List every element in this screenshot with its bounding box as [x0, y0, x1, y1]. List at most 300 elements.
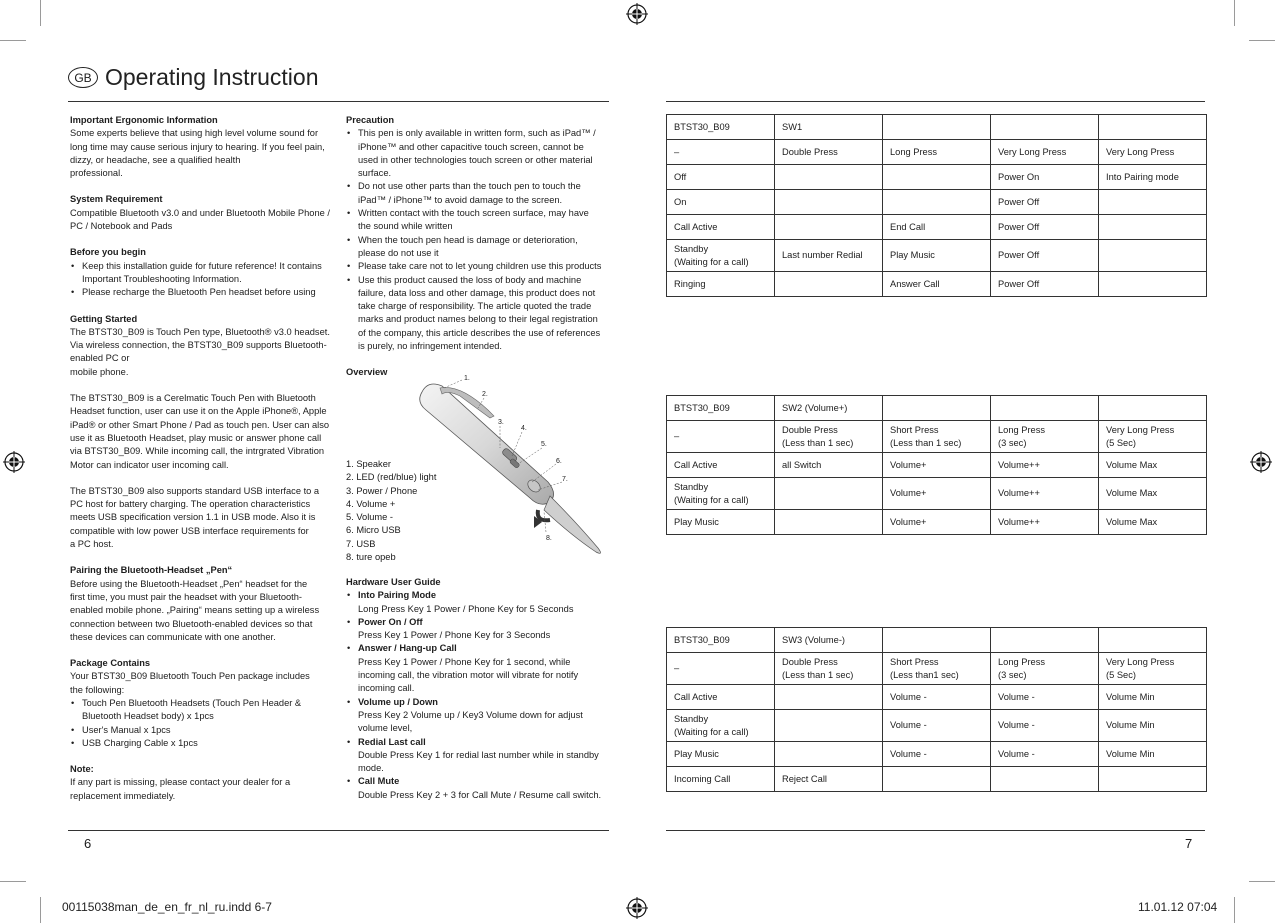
guide-item-title: Redial Last call: [358, 736, 426, 747]
cell-line: Power Off: [998, 221, 1040, 232]
registration-mark-icon: [626, 897, 648, 919]
list-line: When the touch pen head is damage or deterioration,: [358, 234, 578, 245]
cell-line: Power Off: [998, 278, 1040, 289]
bullet-list: [346, 589, 611, 802]
body-line: Motor can indicator user incoming call.: [70, 459, 229, 470]
table-cell: [667, 165, 775, 190]
cell-line: Off: [674, 171, 687, 182]
table-cell: [1099, 478, 1207, 510]
list-line: This pen is only available in written form, such as iPad™ /: [358, 128, 596, 139]
table-cell: [775, 272, 883, 297]
list-item: [70, 260, 340, 287]
body-line: mobile phone.: [70, 366, 129, 377]
cell-line: –: [674, 146, 680, 157]
callout-label: 3.: [498, 419, 504, 426]
callout-label: 1.: [464, 375, 470, 382]
table-cell: [991, 710, 1099, 742]
precaution-section: [346, 114, 611, 380]
list-line: incoming call.: [358, 683, 415, 694]
table-cell: [775, 767, 883, 792]
cell-line: Volume+: [890, 459, 927, 470]
table-cell: [883, 710, 991, 742]
list-line: used in other technologies touch screen or other material: [358, 154, 593, 165]
table-cell: [667, 272, 775, 297]
cell-line: Answer Call: [890, 278, 940, 289]
cell-line: BTST30_B09: [674, 634, 730, 645]
cell-line: Volume -: [890, 691, 927, 702]
cell-line: all Switch: [782, 459, 822, 470]
section-heading: Before you begin: [70, 247, 146, 258]
bullet-list: [70, 260, 340, 300]
table-cell: [1099, 653, 1207, 685]
table-row: [667, 115, 1207, 140]
body-line: PC host for battery charging. The operation characteristics: [70, 499, 311, 510]
crop-mark: [40, 0, 41, 26]
section-heading: Package Contains: [70, 658, 151, 669]
body-line: Some experts believe that using high level volume sound for: [70, 128, 319, 139]
cell-line: Volume++: [998, 488, 1040, 498]
cell-line: On: [674, 196, 687, 207]
cell-line: (3 sec): [998, 437, 1027, 448]
body-line: Your BTST30_B09 Bluetooth Touch Pen package includes: [70, 671, 310, 682]
cell-line: Call Active: [674, 221, 718, 232]
table-cell: [667, 453, 775, 478]
list-line: Press Key 1 Power / Phone Key for 3 Seconds: [358, 630, 551, 641]
cell-line: (Less than 1 sec): [782, 669, 854, 680]
table-cell: [775, 453, 883, 478]
legend-item: 5. Volume -: [346, 512, 394, 523]
page-title: Operating Instruction: [105, 64, 319, 90]
callout-label: 7.: [562, 476, 568, 483]
cell-line: Short Press: [890, 424, 939, 435]
table-row: [667, 190, 1207, 215]
table-row: [667, 396, 1207, 421]
list-item: [346, 260, 611, 273]
cell-line: Into Pairing mode: [1106, 171, 1179, 182]
hardware-guide-section: [346, 576, 611, 802]
table-cell: [1099, 165, 1207, 190]
callout-label: 4.: [521, 425, 527, 432]
body-line: The BTST30_B09 is Touch Pen type, Bluetooth® v3.0 headset.: [70, 326, 330, 337]
table-cell: [991, 396, 1099, 421]
table-cell: [991, 165, 1099, 190]
body-line: connection between two Bluetooth-enabled devices so that: [70, 618, 313, 629]
body-line: meets USB specification version 1.1 in USB mode. Also it is: [70, 512, 316, 523]
section-heading: Precaution: [346, 115, 395, 125]
table-cell: [775, 628, 883, 653]
bullet-list: [346, 127, 611, 353]
cell-line: Power Off: [998, 196, 1040, 207]
legend-item: 6. Micro USB: [346, 525, 401, 536]
table-cell: [1099, 421, 1207, 453]
table-cell: [667, 653, 775, 685]
cell-line: End Call: [890, 221, 926, 232]
legend-item: 8. ture opeb: [346, 552, 396, 563]
cell-line: Play Music: [674, 748, 719, 759]
cell-line: (5 Sec): [1106, 437, 1136, 448]
table-cell: [883, 478, 991, 510]
language-badge: GB: [68, 67, 98, 88]
cell-line: (Less than1 sec): [890, 669, 959, 680]
sw3-function-table: [666, 627, 1207, 792]
table-cell: [1099, 628, 1207, 653]
cell-line: Ringing: [674, 278, 706, 289]
cell-line: (Waiting for a call): [674, 494, 749, 505]
cell-line: Volume Min: [1106, 691, 1155, 702]
table-cell: [775, 421, 883, 453]
table-cell: [991, 190, 1099, 215]
table-cell: [883, 215, 991, 240]
table-cell: [883, 272, 991, 297]
bullet-list: [70, 697, 340, 750]
list-line: Press Key 2 Volume up / Key3 Volume down for adjust: [358, 709, 583, 720]
list-item: [346, 180, 611, 207]
table-cell: [775, 742, 883, 767]
section-heading: System Requirement: [70, 194, 163, 205]
page-number: 7: [1185, 836, 1193, 851]
cell-line: Play Music: [674, 516, 719, 527]
table-cell: [1099, 710, 1207, 742]
body-line: these devices can communicate with one another.: [70, 631, 276, 642]
cell-line: Volume+: [890, 516, 927, 527]
list-item: [346, 696, 611, 736]
cell-line: (3 sec): [998, 669, 1027, 680]
table-row: [667, 165, 1207, 190]
list-line: volume level,: [358, 723, 413, 734]
cell-line: Reject Call: [782, 773, 827, 784]
cell-line: SW1: [782, 121, 803, 132]
cell-line: Double Press: [782, 656, 838, 667]
legend-item: 1. Speaker: [346, 459, 391, 469]
table-cell: [667, 396, 775, 421]
guide-item-title: Power On / Off: [358, 616, 423, 627]
body-line: enabled mobile phone. „Pairing“ means setting up a wireless: [70, 605, 320, 616]
section-heading: Getting Started: [70, 313, 138, 324]
list-line: iPhone™ and other capacitive touch screen, cannot be: [358, 141, 584, 152]
list-item: [346, 616, 611, 643]
cell-line: Volume Max: [1106, 516, 1158, 527]
list-line: Please take care not to let young children use this products: [358, 261, 602, 272]
cell-line: Short Press: [890, 656, 939, 667]
print-slug-file: 00115038man_de_en_fr_nl_ru.indd 6-7: [62, 900, 272, 914]
list-line: marks and product names belong to their legal registration: [358, 314, 598, 325]
cell-line: (Waiting for a call): [674, 256, 749, 267]
section-heading: Pairing the Bluetooth-Headset „Pen“: [70, 565, 233, 576]
table-cell: [991, 478, 1099, 510]
crop-mark: [0, 881, 26, 882]
body-line: professional.: [70, 168, 123, 179]
cell-line: Very Long Press: [1106, 146, 1175, 157]
table-cell: [667, 767, 775, 792]
print-slug-date: 11.01.12 07:04: [1138, 900, 1218, 914]
body-line: Compatible Bluetooth v3.0 and under Bluetooth Mobile Phone /: [70, 207, 330, 218]
crop-mark: [1234, 0, 1235, 26]
list-line: Double Press Key 1 for redial last number while in standby: [358, 749, 599, 760]
table-cell: [775, 685, 883, 710]
table-cell: [667, 190, 775, 215]
sw1-function-table: [666, 114, 1207, 297]
cell-line: Volume Min: [1106, 720, 1155, 730]
table-cell: [883, 653, 991, 685]
cell-line: Double Press: [782, 146, 838, 157]
body-line: Before using the Bluetooth-Headset „Pen“ headset for the: [70, 578, 308, 589]
table-cell: [667, 742, 775, 767]
cell-line: Long Press: [890, 146, 938, 157]
list-item: [70, 724, 340, 737]
list-line: iPad™ / iPhone™ to avoid damage to the screen.: [358, 194, 563, 205]
list-line: Do not use other parts than the touch pen to touch the: [358, 181, 581, 192]
cell-line: Standby: [674, 713, 709, 724]
table-cell: [883, 767, 991, 792]
body-line: use it as Bluetooth Headset, play music or answer phone call: [70, 432, 322, 443]
table-cell: [991, 653, 1099, 685]
table-cell: [991, 742, 1099, 767]
table-cell: [775, 653, 883, 685]
table-row: [667, 272, 1207, 297]
list-line: USB Charging Cable x 1pcs: [82, 737, 198, 748]
table-cell: [1099, 115, 1207, 140]
cell-line: SW2 (Volume+): [782, 402, 848, 413]
cell-line: SW3 (Volume-): [782, 634, 846, 645]
touch-pen-illustration: [400, 370, 610, 560]
body-line: a PC host.: [70, 539, 114, 550]
cell-line: Volume -: [890, 720, 927, 730]
table-cell: [883, 453, 991, 478]
table-cell: [991, 240, 1099, 272]
table-cell: [991, 421, 1099, 453]
cell-line: (Waiting for a call): [674, 726, 749, 737]
table-cell: [775, 190, 883, 215]
list-item: [346, 775, 611, 802]
cell-line: Volume+: [890, 488, 927, 498]
body-line: The BTST30_B09 is a Cerelmatic Touch Pen with Bluetooth: [70, 393, 316, 404]
list-line: the sound while written: [358, 221, 453, 232]
body-line: via BTST30_B09. While incoming call, the intrgrated Vibration: [70, 446, 325, 457]
list-item: [346, 127, 611, 180]
table-cell: [883, 421, 991, 453]
callout-label: 5.: [541, 441, 547, 448]
crop-mark: [40, 897, 41, 923]
cell-line: Volume Max: [1106, 488, 1158, 498]
cell-line: Power On: [998, 171, 1040, 182]
table-cell: [991, 767, 1099, 792]
registration-mark-icon: [3, 451, 25, 473]
list-item: [346, 207, 611, 234]
table-row: [667, 240, 1207, 272]
list-item: [346, 274, 611, 354]
header-rule: [68, 101, 609, 102]
page-number: 6: [84, 836, 92, 851]
cell-line: Incoming Call: [674, 773, 731, 784]
guide-item-title: Into Pairing Mode: [358, 590, 436, 601]
list-line: Please recharge the Bluetooth Pen headset before using: [82, 287, 316, 298]
body-line: The BTST30_B09 also supports standard USB interface to a: [70, 485, 320, 496]
table-cell: [991, 272, 1099, 297]
list-line: Double Press Key 2 + 3 for Call Mute / Resume call switch.: [358, 789, 602, 800]
table-row: [667, 653, 1207, 685]
table-cell: [667, 510, 775, 535]
table-row: [667, 453, 1207, 478]
list-line: Bluetooth Headset body) x 1pcs: [82, 711, 214, 722]
cell-line: Play Music: [890, 250, 935, 260]
table-cell: [775, 140, 883, 165]
table-cell: [991, 685, 1099, 710]
body-line: iPad® or other Smart Phone / Pad as touch pen. User can also: [70, 419, 330, 430]
table-cell: [883, 396, 991, 421]
list-line: Important Troubleshooting Information.: [82, 273, 242, 284]
body-line: long time may cause serious injury to hearing. If you feel pain,: [70, 141, 325, 152]
table-cell: [667, 628, 775, 653]
table-row: [667, 215, 1207, 240]
table-cell: [667, 421, 775, 453]
table-cell: [991, 628, 1099, 653]
table-cell: [1099, 140, 1207, 165]
table-cell: [1099, 685, 1207, 710]
crop-mark: [1249, 881, 1275, 882]
table-cell: [883, 165, 991, 190]
cell-line: Long Press: [998, 656, 1046, 667]
list-line: surface.: [358, 168, 392, 179]
guide-item-title: Call Mute: [358, 776, 400, 787]
footer-rule: [666, 830, 1205, 831]
list-line: Keep this installation guide for future reference! It contains: [82, 260, 322, 271]
sw2-function-table: [666, 395, 1207, 535]
cell-line: (5 Sec): [1106, 669, 1136, 680]
callout-label: 2.: [482, 391, 488, 398]
cell-line: (Less than 1 sec): [782, 437, 854, 448]
table-cell: [775, 115, 883, 140]
section-heading: Note:: [70, 764, 94, 775]
table-cell: [667, 140, 775, 165]
body-line: PC / Notebook and Pads: [70, 221, 173, 232]
table-cell: [667, 685, 775, 710]
table-row: [667, 510, 1207, 535]
table-cell: [991, 140, 1099, 165]
table-cell: [991, 453, 1099, 478]
list-line: of the company, this article describes the use of references: [358, 327, 601, 338]
cell-line: BTST30_B09: [674, 121, 730, 132]
section-heading: Hardware User Guide: [346, 577, 441, 587]
body-line: dizzy, or headache, see a qualified health: [70, 154, 241, 165]
table-row: [667, 767, 1207, 792]
callout-label: 6.: [556, 458, 562, 465]
guide-item-title: Volume up / Down: [358, 696, 438, 707]
list-line: User's Manual x 1pcs: [82, 724, 171, 735]
left-column: [70, 114, 340, 803]
crop-mark: [1249, 40, 1275, 41]
table-cell: [883, 115, 991, 140]
cell-line: Very Long Press: [1106, 656, 1175, 667]
cell-line: Long Press: [998, 424, 1046, 435]
table-cell: [1099, 215, 1207, 240]
list-line: Use this product caused the loss of body and machine: [358, 274, 582, 285]
list-line: failure, data loss and other damage, this product does not: [358, 287, 596, 298]
body-line: first time, you must pair the headset with your Bluetooth-: [70, 591, 303, 602]
body-line: If any part is missing, please contact your dealer for a: [70, 777, 291, 788]
cell-line: Call Active: [674, 691, 718, 702]
list-line: take charge of responsibility. The article quoted the trade: [358, 301, 592, 312]
table-cell: [883, 685, 991, 710]
table-row: [667, 421, 1207, 453]
body-line: replacement immediately.: [70, 790, 176, 801]
table-cell: [1099, 453, 1207, 478]
list-item: [346, 589, 611, 616]
table-cell: [1099, 510, 1207, 535]
list-item: [346, 642, 611, 695]
table-cell: [1099, 767, 1207, 792]
cell-line: Standby: [674, 243, 709, 254]
legend-item: 3. Power / Phone: [346, 485, 418, 496]
list-line: Touch Pen Bluetooth Headsets (Touch Pen Header &: [82, 697, 302, 708]
table-cell: [883, 742, 991, 767]
legend-item: 2. LED (red/blue) light: [346, 472, 437, 483]
legend-item: 4. Volume +: [346, 498, 396, 509]
table-cell: [667, 478, 775, 510]
cell-line: Volume -: [998, 720, 1035, 730]
cell-line: Call Active: [674, 459, 718, 470]
registration-mark-icon: [1250, 451, 1272, 473]
table-cell: [1099, 240, 1207, 272]
table-cell: [775, 215, 883, 240]
table-cell: [1099, 272, 1207, 297]
body-line: enabled PC or: [70, 353, 130, 364]
list-item: [346, 736, 611, 776]
table-cell: [991, 510, 1099, 535]
guide-item-title: Answer / Hang-up Call: [358, 643, 457, 654]
cell-line: Volume Min: [1106, 748, 1155, 759]
list-line: Press Key 1 Power / Phone Key for 1 second, while: [358, 656, 571, 667]
table-row: [667, 478, 1207, 510]
page-header: [68, 64, 319, 91]
table-cell: [775, 165, 883, 190]
list-line: incoming call, the vibration motor will vibrate for notify: [358, 670, 579, 681]
body-line: Via wireless connection, the BTST30_B09 supports Bluetooth-: [70, 340, 327, 351]
cell-line: Volume++: [998, 516, 1040, 527]
table-row: [667, 742, 1207, 767]
body-line: compatible with low power USB interface requirements for: [70, 525, 309, 536]
header-rule: [666, 101, 1205, 102]
list-item: [346, 234, 611, 261]
table-cell: [667, 240, 775, 272]
table-cell: [883, 510, 991, 535]
table-row: [667, 710, 1207, 742]
cell-line: Standby: [674, 481, 709, 492]
cell-line: Very Long Press: [1106, 424, 1175, 435]
footer-rule: [68, 830, 609, 831]
cell-line: Very Long Press: [998, 146, 1067, 157]
registration-mark-icon: [626, 3, 648, 25]
table-row: [667, 628, 1207, 653]
list-item: [70, 286, 340, 299]
body-line: Headset function, user can use it on the Apple iPhone®, Apple: [70, 406, 327, 417]
cell-line: Last number Redial: [782, 250, 863, 260]
table-cell: [883, 240, 991, 272]
cell-line: Volume -: [998, 748, 1035, 759]
callout-label: 8.: [546, 535, 552, 542]
table-cell: [991, 115, 1099, 140]
section-heading: Overview: [346, 367, 388, 378]
table-cell: [1099, 742, 1207, 767]
cell-line: (Less than 1 sec): [890, 437, 962, 448]
table-cell: [883, 628, 991, 653]
body-line: the following:: [70, 684, 125, 695]
table-cell: [775, 240, 883, 272]
cell-line: Volume Max: [1106, 459, 1158, 470]
cell-line: Volume -: [998, 691, 1035, 702]
table-cell: [667, 215, 775, 240]
list-item: [70, 697, 340, 724]
section-heading: Important Ergonomic Information: [70, 115, 218, 125]
